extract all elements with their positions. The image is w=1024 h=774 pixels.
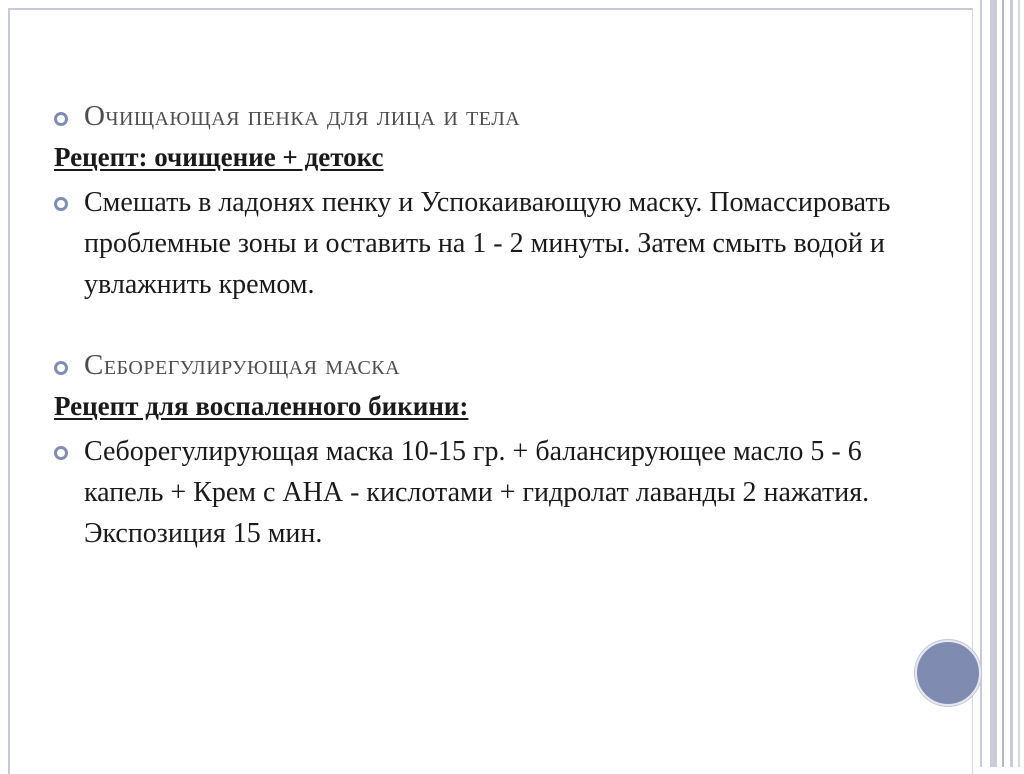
section-heading-text: Очищающая пенка для лица и тела [84, 100, 521, 132]
slide-content [54, 96, 934, 554]
recipe-title: Рецепт: очищение + детокс [54, 142, 384, 172]
decorative-circle [915, 640, 981, 706]
section-foam [54, 96, 934, 305]
decorative-rail [976, 0, 1024, 767]
section-heading [54, 96, 934, 136]
rail-stripe [1018, 0, 1020, 767]
bullet-icon [54, 446, 68, 460]
bullet-icon [54, 112, 68, 126]
recipe-title: Рецепт для воспаленного бикини: [54, 391, 469, 421]
recipe-instructions [54, 182, 934, 305]
recipe-instructions-text: Себорегулирующая маска 10-15 гр. + балансирующее масло 5 - 6 капель + Крем с АНА - кислотами + гидролат лаванды 2 нажатия. Экспозиция 15 мин. [84, 436, 870, 549]
rail-stripe [1010, 0, 1013, 767]
recipe-instructions-text: Смешать в ладонях пенку и Успокаивающую маску. Помассировать проблемные зоны и оставить на 1 - 2 минуты. Затем смыть водой и увлажнить кремом. [84, 187, 891, 300]
bullet-icon [54, 361, 68, 375]
rail-stripe [990, 0, 997, 767]
section-mask [54, 345, 934, 554]
recipe-instructions [54, 431, 934, 554]
bullet-icon [54, 197, 68, 211]
section-heading [54, 345, 934, 385]
rail-stripe [980, 0, 982, 767]
section-heading-text: Себорегулирующая маска [84, 349, 401, 381]
rail-stripe [1002, 0, 1004, 767]
